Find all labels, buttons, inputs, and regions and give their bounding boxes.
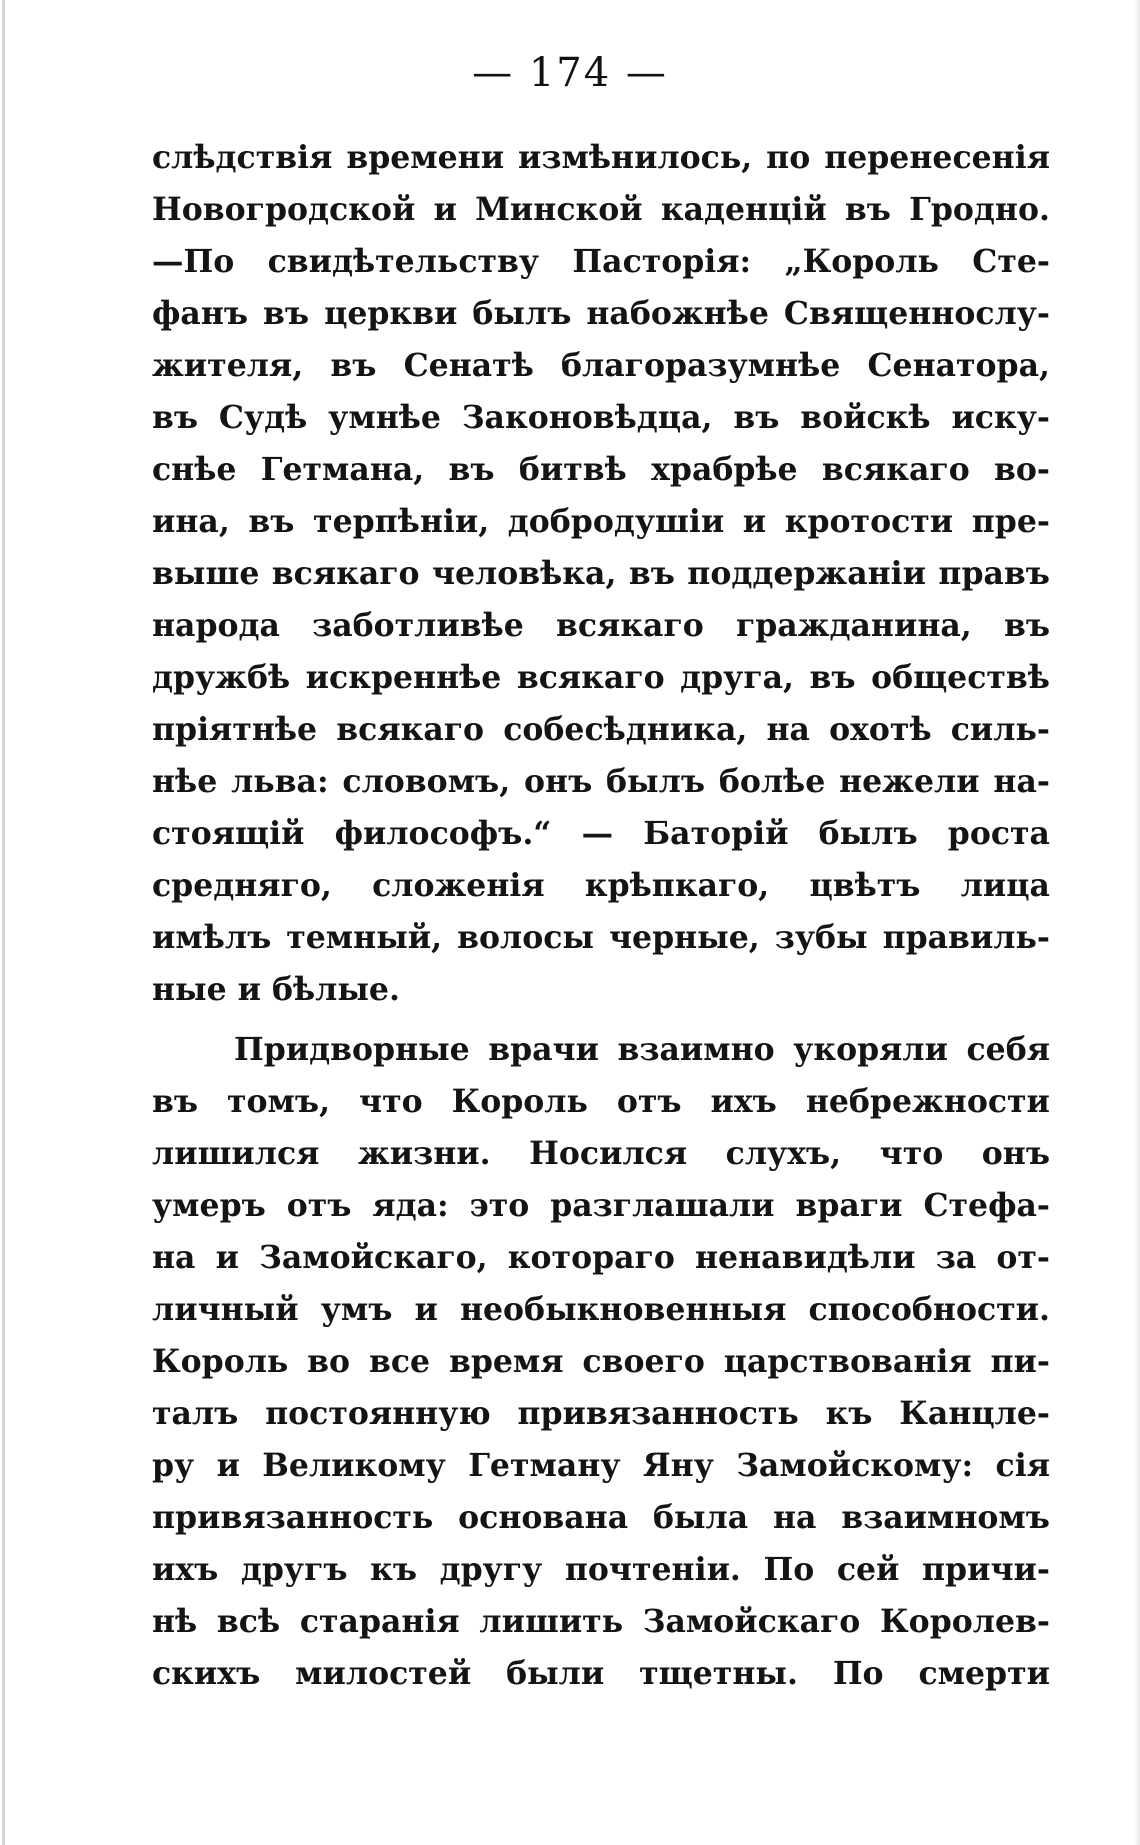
word: добродушіи (507, 503, 725, 540)
word: Королев- (880, 1603, 1050, 1640)
word: ина, (152, 503, 230, 540)
word: во (307, 1343, 351, 1380)
word: каденцій (660, 191, 827, 228)
text-line (152, 1180, 1050, 1232)
word: Яну (642, 1447, 714, 1484)
text-line (152, 132, 1050, 184)
word: ихъ (710, 1083, 777, 1120)
word: въ (733, 399, 780, 436)
word: небрежности (805, 1083, 1050, 1120)
word: нѣ (152, 1603, 198, 1640)
text-line (152, 704, 1050, 756)
word: и (433, 191, 457, 228)
word: время (448, 1343, 564, 1380)
word: народа (152, 607, 280, 644)
word: врачи (488, 1031, 599, 1068)
word: средняго, (152, 867, 332, 904)
word: умеръ (152, 1187, 266, 1224)
text-line (152, 444, 1050, 496)
text-line (152, 912, 1050, 964)
word: выше (152, 555, 260, 592)
word: всякаго (516, 659, 665, 696)
word: набожнѣе (586, 295, 769, 332)
word: онъ (524, 763, 593, 800)
word: Замойскому: (736, 1447, 974, 1484)
word: была (652, 1499, 749, 1536)
word: церкви (324, 295, 458, 332)
word: благоразумнѣе (561, 347, 841, 384)
word: причи- (922, 1551, 1050, 1588)
word: всякаго (271, 555, 420, 592)
word: храбрѣе (651, 451, 798, 488)
text-line (152, 1648, 1050, 1700)
text-line (152, 756, 1050, 808)
word: нѣе (152, 763, 218, 800)
word: скихъ (152, 1655, 261, 1692)
word: все (368, 1343, 431, 1380)
word: въ (263, 295, 310, 332)
word: онъ (981, 1135, 1050, 1172)
word: взаимномъ (841, 1499, 1050, 1536)
text-line (152, 1388, 1050, 1440)
word: себя (966, 1031, 1050, 1068)
word: волосы (457, 919, 594, 956)
word: лишить (479, 1603, 624, 1640)
word: Минской (475, 191, 643, 228)
word: тщетны. (639, 1655, 798, 1692)
word: Гродно. (909, 191, 1050, 228)
word: —По (152, 243, 235, 280)
word: что (359, 1083, 423, 1120)
word: перенесенія (824, 139, 1050, 176)
word: другу (439, 1551, 543, 1588)
word: Пасторія: (572, 243, 752, 280)
word: въ (1003, 607, 1050, 644)
text-line (152, 1024, 1050, 1076)
word: всякаго (336, 711, 485, 748)
word: дружбѣ (152, 659, 291, 696)
word: ненавидѣли (695, 1239, 916, 1276)
word: въ (152, 399, 199, 436)
word: и (216, 1447, 240, 1484)
word: во- (994, 451, 1050, 488)
word: цвѣтъ (809, 867, 921, 904)
word: Сте- (972, 243, 1050, 280)
word: слухъ, (725, 1135, 842, 1172)
word: пре- (971, 503, 1050, 540)
word: въ (844, 191, 891, 228)
page-number: — 174 — (472, 50, 668, 96)
text-line (152, 184, 1050, 236)
paragraph-2 (152, 1024, 1050, 1700)
text-line (152, 600, 1050, 652)
word: словомъ, (342, 763, 511, 800)
word: льва: (231, 763, 329, 800)
word: сей (836, 1551, 900, 1588)
word: Придворные (234, 1031, 470, 1068)
text-line (152, 1596, 1050, 1648)
word: на (152, 1239, 196, 1276)
word: былъ (472, 295, 572, 332)
word: По (832, 1655, 884, 1692)
word: зубы (774, 919, 868, 956)
word: Великому (262, 1447, 446, 1484)
text-line (152, 1076, 1050, 1128)
word: ру (152, 1447, 195, 1484)
word: „Король (784, 243, 939, 280)
text-line (152, 496, 1050, 548)
text-line (152, 340, 1050, 392)
word: Канцле- (899, 1395, 1050, 1432)
word: пріятнѣе (152, 711, 318, 748)
word: необыкновенныя (459, 1291, 787, 1328)
word: въ (248, 503, 295, 540)
text-line (152, 392, 1050, 444)
text-line (152, 652, 1050, 704)
text-line (152, 1544, 1050, 1596)
text-line (152, 548, 1050, 600)
word: и (742, 503, 767, 540)
word: царствованія (723, 1343, 972, 1380)
word: въ (330, 347, 377, 384)
word: обществѣ (871, 659, 1050, 696)
word: Носился (529, 1135, 688, 1172)
word: кротости (784, 503, 954, 540)
word: личный (152, 1291, 299, 1328)
word: въ (628, 555, 675, 592)
word: охотѣ (829, 711, 932, 748)
word: Замойскаго, (259, 1239, 488, 1276)
word: на (772, 1499, 817, 1536)
text-line (152, 1492, 1050, 1544)
word: укоряли (793, 1031, 948, 1068)
word: заботливѣе (312, 607, 524, 644)
word: и (414, 1291, 438, 1328)
word: темный, (286, 919, 443, 956)
word: всѣ (216, 1603, 281, 1640)
word: Гетману (468, 1447, 621, 1484)
word: взаимно (617, 1031, 775, 1068)
word: всякаго (555, 607, 704, 644)
word: старанія (299, 1603, 460, 1640)
word: другъ (240, 1551, 348, 1588)
word: битвѣ (518, 451, 627, 488)
text-line (152, 1284, 1050, 1336)
text-line (152, 236, 1050, 288)
word: от- (996, 1239, 1050, 1276)
word: сложенія (372, 867, 545, 904)
word: почтеніи. (564, 1551, 741, 1588)
word: томъ, (227, 1083, 331, 1120)
word: — (581, 815, 614, 852)
word: друга, (680, 659, 795, 696)
word: собесѣдника, (503, 711, 748, 748)
text-line (152, 1128, 1050, 1180)
word: котораго (507, 1239, 675, 1276)
word: терпѣніи, (313, 503, 490, 540)
word: къ (370, 1551, 418, 1588)
word: Сенатѣ (403, 347, 534, 384)
word: привязанность (152, 1499, 434, 1536)
word: Гетмана, (260, 451, 425, 488)
word: были (506, 1655, 605, 1692)
word: Баторій (643, 815, 789, 852)
word: талъ (152, 1395, 239, 1432)
word: жизни. (357, 1135, 491, 1172)
word: сія (995, 1447, 1050, 1484)
word: основана (458, 1499, 629, 1536)
text-line (152, 808, 1050, 860)
word: былъ (606, 763, 706, 800)
word: времени (346, 139, 505, 176)
word: постоянную (265, 1395, 491, 1432)
word: своего (582, 1343, 705, 1380)
word: въ (448, 451, 495, 488)
text-line (152, 1336, 1050, 1388)
word: это (469, 1187, 530, 1224)
word: Король (152, 1343, 289, 1380)
word: яда: (372, 1187, 449, 1224)
word: лишился (152, 1135, 320, 1172)
text-line (152, 288, 1050, 340)
word: стоящій (152, 815, 305, 852)
word: По (763, 1551, 815, 1588)
word: привязанность (517, 1395, 799, 1432)
word: пи- (990, 1343, 1050, 1380)
word: Судѣ (218, 399, 308, 436)
word: нежели (839, 763, 980, 800)
word: на (766, 711, 810, 748)
word: искреннѣе (305, 659, 502, 696)
word: человѣка, (431, 555, 617, 592)
word: способности. (808, 1291, 1050, 1328)
word: что (879, 1135, 944, 1172)
word: слѣдствія (152, 139, 333, 176)
word: лица (960, 867, 1050, 904)
word: по (766, 139, 811, 176)
word: къ (825, 1395, 873, 1432)
word: крѣпкаго, (584, 867, 770, 904)
word: на- (993, 763, 1050, 800)
text-line (152, 860, 1050, 912)
word: черные, (608, 919, 760, 956)
word: поддержаніи (687, 555, 927, 592)
word: Законовѣдца, (461, 399, 713, 436)
word: Новогродской (152, 191, 416, 228)
word: свидѣтельству (267, 243, 540, 280)
text-line: ные и бѣлые. (152, 971, 400, 1008)
word: правъ (938, 555, 1050, 592)
word: былъ (818, 815, 918, 852)
word: Священнослу- (783, 295, 1050, 332)
word: отъ (286, 1187, 352, 1224)
word: Король (451, 1083, 588, 1120)
text-line (152, 1440, 1050, 1492)
word: правиль- (882, 919, 1050, 956)
word: Сенатора, (867, 347, 1050, 384)
paragraph-1 (152, 132, 1050, 1016)
word: измѣнилось, (518, 139, 753, 176)
word: Замойскаго (642, 1603, 861, 1640)
text-line (152, 1232, 1050, 1284)
word: снѣе (152, 451, 237, 488)
word: умъ (320, 1291, 393, 1328)
word: милостей (295, 1655, 472, 1692)
word: и (215, 1239, 239, 1276)
paragraph-gap (152, 1016, 1050, 1024)
word: гражданина, (735, 607, 972, 644)
word: войскѣ (800, 399, 931, 436)
word: въ (152, 1083, 199, 1120)
word: роста (947, 815, 1050, 852)
word: болѣе (718, 763, 826, 800)
word: иску- (951, 399, 1050, 436)
word: отъ (616, 1083, 682, 1120)
word: разглашали (550, 1187, 775, 1224)
word: жителя, (152, 347, 304, 384)
word: враги (795, 1187, 903, 1224)
word: всякаго (821, 451, 970, 488)
word: философъ.“ (334, 815, 552, 852)
page-right-edge (1134, 0, 1140, 1845)
word: въ (809, 659, 856, 696)
word: умнѣе (328, 399, 441, 436)
page-left-border (2, 0, 5, 1845)
body-text (152, 132, 1050, 1700)
word: за (935, 1239, 977, 1276)
word: силь- (950, 711, 1050, 748)
word: имѣлъ (152, 919, 272, 956)
word: Стефа- (923, 1187, 1050, 1224)
word: ихъ (152, 1551, 219, 1588)
word: смерти (918, 1655, 1050, 1692)
word: фанъ (152, 295, 249, 332)
